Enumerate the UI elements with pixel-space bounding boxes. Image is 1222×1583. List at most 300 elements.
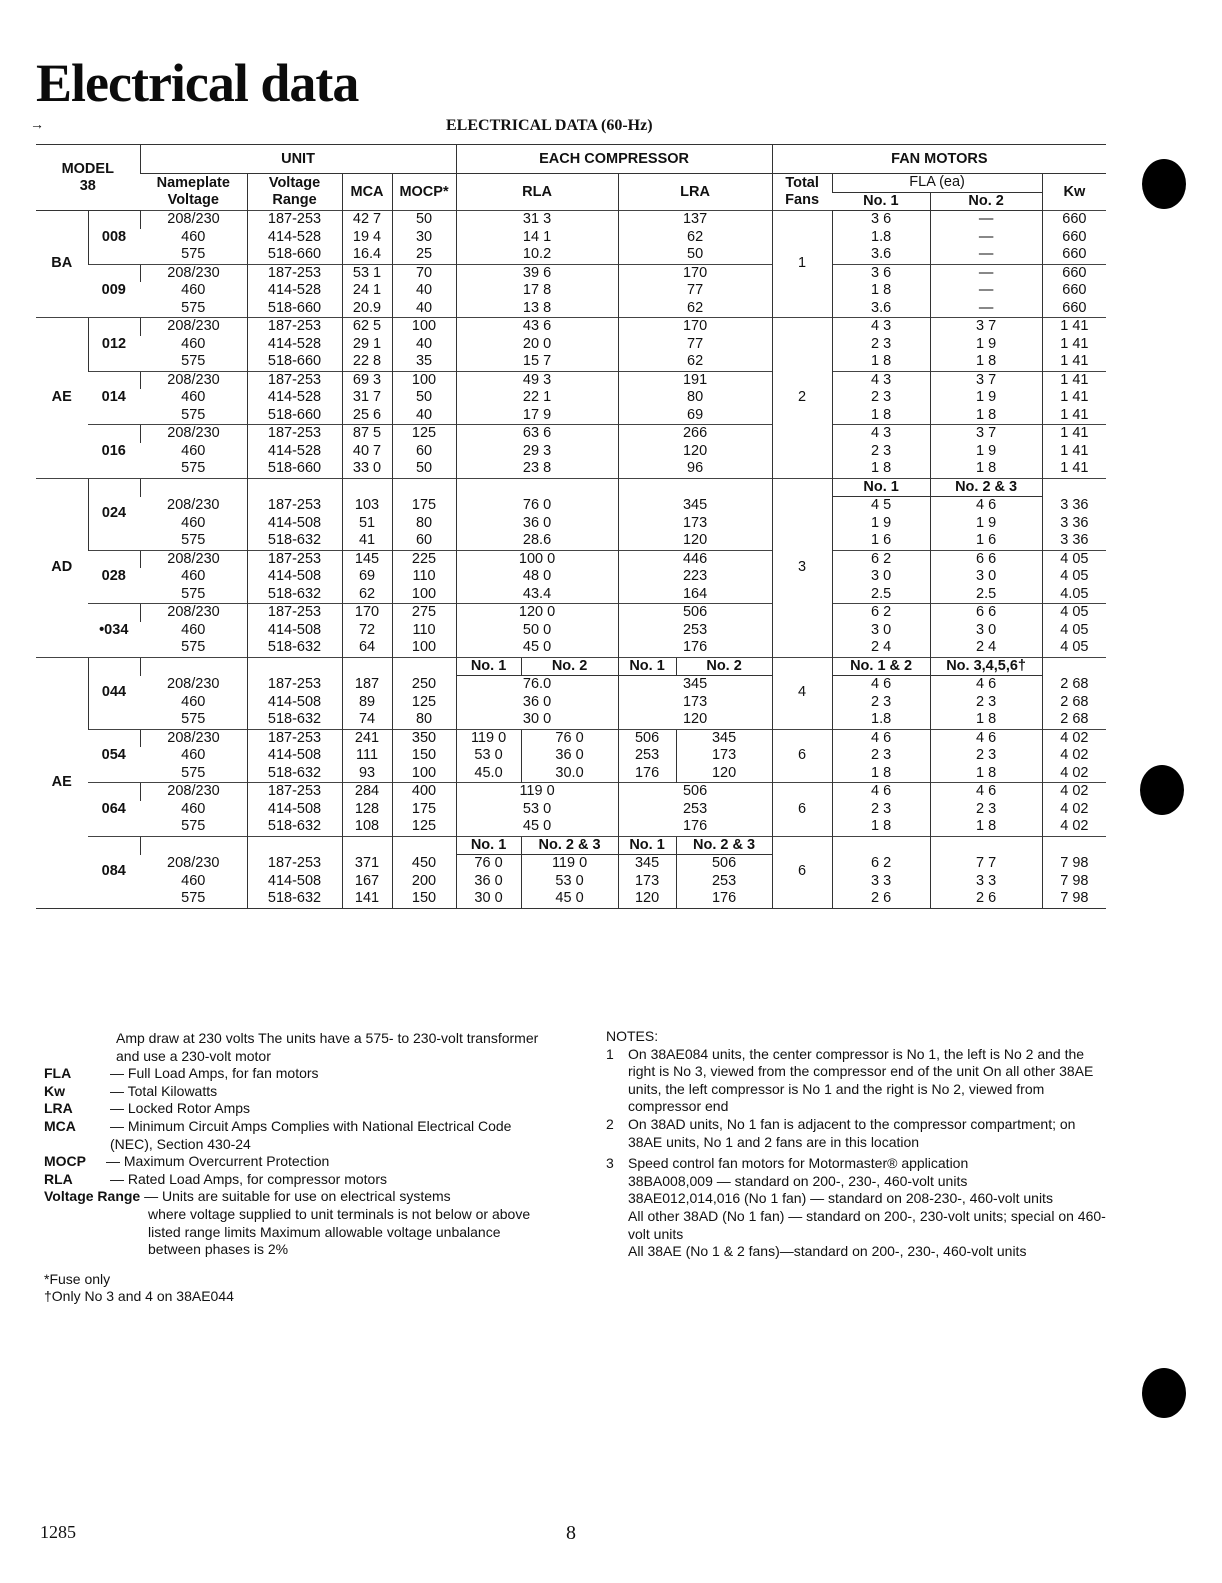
table-cell: 187-253 (247, 318, 342, 336)
table-cell: 41 (342, 532, 392, 550)
table-cell: 414-508 (247, 873, 342, 891)
series-label: AE (36, 657, 88, 908)
kw-header: Kw (1042, 174, 1106, 211)
table-cell: 80 (392, 515, 456, 533)
table-cell: 62 (618, 300, 772, 318)
table-cell: 414-508 (247, 515, 342, 533)
table-cell: 4 6 (930, 783, 1042, 801)
footnote-fuse: *Fuse only (44, 1270, 111, 1287)
table-cell: 30 0 (456, 711, 618, 729)
table-cell: 187-253 (247, 497, 342, 515)
table-cell: 2 3 (930, 801, 1042, 819)
fan-motors-header: FAN MOTORS (772, 145, 1106, 174)
table-cell: 414-528 (247, 336, 342, 354)
table-cell: 208/230 (140, 604, 247, 622)
legend-item: LRA — Locked Rotor Amps (44, 1100, 251, 1117)
notes-heading: NOTES: (606, 1028, 659, 1044)
table-cell: 176 (618, 765, 676, 783)
table-cell: 4 6 (832, 783, 930, 801)
subheader-cell: No. 2 & 3 (930, 478, 1042, 497)
model-label: 014 (88, 371, 140, 425)
table-cell: 120 (618, 443, 772, 461)
note-item: 3 Speed control fan motors for Motormaster® application 38BA008,009 — standard on 200-, 230-, 460-volt units 38AE012,014,016 (No 1 fan) — standard on 208-230-, 460-volt units All other 38AD (No 1 fan) — standard on 200-, 230-volt units; special on 460-volt units All 38AE (No 1 & 2 fans)—standard on 200-, 230-, 460-volt units (606, 1155, 1106, 1260)
table-cell: 2 6 (930, 890, 1042, 908)
table-cell: 145 (342, 550, 392, 568)
table-cell: 575 (181, 585, 206, 602)
table-cell: 518-660 (247, 460, 342, 478)
table-cell: 3 0 (832, 622, 930, 640)
table-cell: 30 (392, 229, 456, 247)
table-cell: 50 (392, 211, 456, 229)
table-cell: 400 (392, 783, 456, 801)
table-cell: 35 (392, 353, 456, 371)
table-cell: 506 (676, 855, 772, 873)
table-cell: 6 2 (832, 604, 930, 622)
table-cell: 208/230 (140, 371, 247, 389)
model-label: •034 (88, 604, 140, 658)
model-label: 028 (88, 550, 140, 604)
table-cell: 187-253 (247, 371, 342, 389)
table-cell: 50 (392, 389, 456, 407)
table-cell: 4 05 (1042, 639, 1106, 657)
table-cell: 93 (342, 765, 392, 783)
table-cell: 17 8 (456, 282, 618, 300)
total-fans-header: Total Fans (772, 174, 832, 211)
table-cell: 575 (181, 406, 206, 423)
table-cell: 170 (618, 264, 772, 282)
table-cell: 176 (618, 818, 772, 836)
table-cell: 40 (392, 407, 456, 425)
table-cell: 25 (392, 246, 456, 264)
legend-voltage-range: Voltage Range — Units are suitable for use on electrical systems where voltage supplied to unit terminals is not below or above listed range limits Maximum allowable voltage unbalance between phases is 2% (44, 1188, 531, 1258)
table-cell: 575 (181, 764, 206, 781)
table-cell: 1 8 (832, 353, 930, 371)
table-cell: 4 5 (832, 497, 930, 515)
table-cell: 187-253 (247, 676, 342, 694)
table-cell: 120 0 (456, 604, 618, 622)
table-cell: 225 (392, 550, 456, 568)
table-cell: 7 98 (1042, 855, 1106, 873)
table-cell: 575 (181, 532, 206, 548)
table-cell: 3.6 (832, 246, 930, 264)
table-cell: 250 (392, 676, 456, 694)
table-cell: 119 0 (521, 855, 618, 873)
table-cell: 7 7 (930, 855, 1042, 873)
table-cell: 45 0 (456, 639, 618, 657)
table-cell: 253 (618, 747, 676, 765)
table-cell: 1 8 (832, 765, 930, 783)
total-fans-value: 6 (772, 836, 832, 908)
table-cell: 53 0 (456, 801, 618, 819)
note-item: 2 On 38AD units, No 1 fan is adjacent to the compressor compartment; on 38AE units, No 1 and 2 fans are in this location (606, 1115, 1076, 1150)
table-cell: 40 7 (342, 443, 392, 461)
table-cell: 24 1 (342, 282, 392, 300)
table-cell: 187-253 (247, 264, 342, 282)
table-cell: 223 (618, 568, 772, 586)
table-cell: 1 9 (930, 389, 1042, 407)
table-cell: 20.9 (342, 300, 392, 318)
subheader-cell: No. 1 (832, 478, 930, 497)
table-cell: 36 0 (456, 873, 521, 891)
legend-item: MCA — Minimum Circuit Amps Complies with National Electrical Code (NEC), Section 430-24 (44, 1117, 512, 1152)
subheader-cell: No. 1 (618, 836, 676, 855)
table-cell: 15 7 (456, 353, 618, 371)
table-cell: 518-632 (247, 890, 342, 908)
table-cell: 3 3 (832, 873, 930, 891)
table-cell: 4.05 (1042, 586, 1106, 604)
table-cell: 506 (618, 604, 772, 622)
table-cell: 64 (342, 639, 392, 657)
table-cell: 76 0 (521, 729, 618, 747)
table-cell: 4 05 (1042, 568, 1106, 586)
series-label: AD (36, 478, 88, 657)
table-cell: 460 (181, 747, 206, 763)
table-cell: 345 (676, 729, 772, 747)
legend-item: MOCP — Maximum Overcurrent Protection (44, 1153, 330, 1170)
table-cell: 460 (181, 228, 206, 245)
total-fans-value: 2 (772, 318, 832, 479)
model-header: MODEL 38 (36, 145, 140, 211)
table-cell: 3 3 (930, 873, 1042, 891)
table-cell: 1 41 (1042, 407, 1106, 425)
table-cell: 36 0 (456, 515, 618, 533)
total-fans-value: 6 (772, 729, 832, 783)
model-label: 044 (88, 657, 140, 729)
table-cell: 100 (392, 371, 456, 389)
table-cell: 19 4 (342, 229, 392, 247)
table-cell: 175 (392, 497, 456, 515)
fla-header: FLA (ea) (832, 174, 1042, 193)
table-cell: 4 05 (1042, 550, 1106, 568)
table-cell: 69 (342, 568, 392, 586)
table-cell: 4 02 (1042, 729, 1106, 747)
table-cell: 164 (618, 586, 772, 604)
table-cell: 6 2 (832, 855, 930, 873)
table-cell: 100 (392, 639, 456, 657)
table-cell: 3 0 (832, 568, 930, 586)
table-cell: 414-508 (247, 801, 342, 819)
page-title: Electrical data (36, 53, 359, 113)
table-cell: 175 (392, 801, 456, 819)
table-cell: 266 (618, 425, 772, 443)
table-cell: 660 (1042, 211, 1106, 229)
table-cell: 460 (181, 442, 206, 459)
table-cell: 460 (181, 282, 206, 298)
table-cell: 275 (392, 604, 456, 622)
table-cell: 208/230 (140, 783, 247, 801)
punch-hole (1140, 765, 1184, 815)
table-cell: 414-528 (247, 389, 342, 407)
table-cell: 2 68 (1042, 711, 1106, 729)
subheader-cell: No. 2 & 3 (676, 836, 772, 855)
table-cell: 43.4 (456, 586, 618, 604)
table-title: ELECTRICAL DATA (60-Hz) (446, 117, 653, 134)
table-cell: 2 6 (832, 890, 930, 908)
table-cell: 4 6 (832, 729, 930, 747)
table-cell: 53 1 (342, 264, 392, 282)
table-cell: 36 0 (456, 694, 618, 712)
table-cell: 2 4 (930, 639, 1042, 657)
table-cell: 50 (618, 246, 772, 264)
table-cell: 150 (392, 747, 456, 765)
table-cell: 1 8 (930, 460, 1042, 478)
table-cell: 20 0 (456, 336, 618, 354)
table-cell: 119 0 (456, 729, 521, 747)
total-fans-value: 6 (772, 783, 832, 837)
table-cell: 10.2 (456, 246, 618, 264)
table-cell: 125 (392, 425, 456, 443)
table-cell: 103 (342, 497, 392, 515)
table-cell: 53 0 (521, 873, 618, 891)
fan-no2-header: No. 2 (930, 192, 1042, 211)
table-cell: 141 (342, 890, 392, 908)
table-cell: 253 (618, 801, 772, 819)
electrical-data-table (36, 144, 1106, 909)
table-cell: 43 6 (456, 318, 618, 336)
table-cell: 4 05 (1042, 622, 1106, 640)
table-cell: 460 (181, 800, 206, 817)
table-cell: 1 6 (930, 532, 1042, 550)
table-cell: 176 (618, 639, 772, 657)
table-cell: 22 1 (456, 389, 618, 407)
table-cell: 6 6 (930, 604, 1042, 622)
model-label: 054 (88, 729, 140, 783)
table-cell: 660 (1042, 282, 1106, 300)
table-cell: 660 (1042, 264, 1106, 282)
table-cell: 660 (1042, 229, 1106, 247)
table-cell: 33 0 (342, 460, 392, 478)
table-cell: 62 (618, 229, 772, 247)
table-cell: 120 (676, 765, 772, 783)
table-cell: — (930, 282, 1042, 300)
table-cell: 62 (618, 353, 772, 371)
table-cell: 208/230 (140, 550, 247, 568)
table-cell: 1 8 (930, 711, 1042, 729)
table-cell: 6 2 (832, 550, 930, 568)
table-cell: 28.6 (456, 532, 618, 550)
table-cell: 518-660 (247, 300, 342, 318)
table-cell: 460 (181, 389, 206, 405)
table-cell: 74 (342, 711, 392, 729)
table-cell: 3 36 (1042, 532, 1106, 550)
table-cell: 1 41 (1042, 318, 1106, 336)
table-cell: 70 (392, 264, 456, 282)
table-cell: 2 68 (1042, 694, 1106, 712)
table-cell: 45 0 (521, 890, 618, 908)
table-cell: 170 (342, 604, 392, 622)
table-cell: 345 (618, 497, 772, 515)
table-cell: 414-508 (247, 568, 342, 586)
subheader-cell: No. 1 & 2 (832, 657, 930, 676)
table-cell: 110 (392, 568, 456, 586)
table-cell: 575 (181, 246, 206, 262)
table-cell: 460 (181, 693, 206, 710)
table-cell: 200 (392, 873, 456, 891)
table-cell: 518-632 (247, 639, 342, 657)
table-cell: 4 6 (832, 676, 930, 694)
model-label: 012 (88, 318, 140, 372)
table-cell: 660 (1042, 300, 1106, 318)
table-cell: 1 41 (1042, 371, 1106, 389)
table-cell: 575 (181, 818, 206, 834)
table-cell: 518-632 (247, 818, 342, 836)
table-cell: 111 (342, 747, 392, 765)
page-number: 8 (566, 1522, 576, 1544)
table-cell: 63 6 (456, 425, 618, 443)
table-cell: 2.5 (832, 586, 930, 604)
table-cell: 2 3 (832, 801, 930, 819)
subheader-cell: No. 2 (521, 657, 618, 676)
table-cell: 50 0 (456, 622, 618, 640)
table-cell: 208/230 (167, 675, 220, 692)
table-cell: 460 (181, 335, 206, 352)
table-cell: 2 68 (1042, 676, 1106, 694)
table-cell: 119 0 (456, 783, 618, 801)
each-compressor-header: EACH COMPRESSOR (456, 145, 772, 174)
table-cell: — (930, 300, 1042, 318)
table-cell: 150 (392, 890, 456, 908)
table-cell: 414-528 (247, 229, 342, 247)
table-cell: 1 8 (832, 282, 930, 300)
table-cell: 253 (676, 873, 772, 891)
mocp-header: MOCP* (392, 174, 456, 211)
table-cell: 1.8 (832, 711, 930, 729)
table-cell: 4 02 (1042, 765, 1106, 783)
table-cell: 173 (618, 694, 772, 712)
table-cell: 414-508 (247, 747, 342, 765)
table-cell: 187-253 (247, 211, 342, 229)
table-cell: 137 (618, 211, 772, 229)
table-cell: 51 (342, 515, 392, 533)
table-cell: 125 (392, 818, 456, 836)
table-cell: 208/230 (140, 729, 247, 747)
table-cell: 2 3 (832, 747, 930, 765)
document-code: 1285 (40, 1522, 76, 1542)
table-cell: 208/230 (167, 854, 220, 871)
subheader-cell: No. 1 (456, 836, 521, 855)
footnote-dagger: †Only No 3 and 4 on 38AE044 (44, 1288, 234, 1305)
notes (606, 1028, 1106, 1261)
table-cell: 187-253 (247, 729, 342, 747)
table-cell: 45.0 (456, 765, 521, 783)
table-cell: 4 3 (832, 371, 930, 389)
table-cell: 69 3 (342, 371, 392, 389)
table-cell: 100 (392, 318, 456, 336)
arrow-icon: → (30, 116, 44, 132)
table-cell: 167 (342, 873, 392, 891)
table-cell: 17 9 (456, 407, 618, 425)
table-cell: 1 9 (930, 336, 1042, 354)
table-cell: 36 0 (521, 747, 618, 765)
table-cell: 40 (392, 300, 456, 318)
table-cell: — (930, 229, 1042, 247)
table-cell: 3 0 (930, 568, 1042, 586)
table-cell: 2 3 (832, 389, 930, 407)
table-cell: 187-253 (247, 604, 342, 622)
table-cell: — (930, 246, 1042, 264)
table-cell: 3 36 (1042, 497, 1106, 515)
table-cell: 1 8 (930, 353, 1042, 371)
table-cell: 87 5 (342, 425, 392, 443)
table-cell: 191 (618, 371, 772, 389)
table-cell: 187-253 (247, 855, 342, 873)
table-cell: 2.5 (930, 586, 1042, 604)
table-cell: 62 5 (342, 318, 392, 336)
table-cell: 345 (618, 676, 772, 694)
table-cell: 2 3 (832, 694, 930, 712)
unit-header: UNIT (140, 145, 456, 174)
subheader-cell: No. 2 & 3 (521, 836, 618, 855)
table-cell: 506 (618, 729, 676, 747)
subheader-cell: No. 2 (676, 657, 772, 676)
table-cell: 3 6 (832, 211, 930, 229)
table-cell: 187-253 (247, 425, 342, 443)
table-cell: 96 (618, 460, 772, 478)
table-cell: 128 (342, 801, 392, 819)
legend (44, 1030, 544, 1306)
series-label: BA (36, 211, 88, 318)
table-cell: 518-632 (247, 711, 342, 729)
table-cell: 48 0 (456, 568, 618, 586)
table-cell: 22 8 (342, 353, 392, 371)
model-label: 084 (88, 836, 140, 908)
table-cell: 187-253 (247, 550, 342, 568)
table-cell: 4 02 (1042, 801, 1106, 819)
table-cell: 6 6 (930, 550, 1042, 568)
table-cell: 76 0 (456, 855, 521, 873)
table-cell: 4 02 (1042, 783, 1106, 801)
table-cell: 53 0 (456, 747, 521, 765)
table-cell: 45 0 (456, 818, 618, 836)
table-cell: 80 (618, 389, 772, 407)
table-cell: 4 6 (930, 676, 1042, 694)
table-cell: 3 0 (930, 622, 1042, 640)
fan-no1-header: No. 1 (832, 192, 930, 211)
table-cell: 1 9 (930, 515, 1042, 533)
table-cell: 31 7 (342, 389, 392, 407)
table-cell: 7 98 (1042, 890, 1106, 908)
punch-hole (1142, 1368, 1186, 1418)
table-cell: 76.0 (456, 676, 618, 694)
table-cell: 1 41 (1042, 336, 1106, 354)
table-cell: 120 (618, 711, 772, 729)
table-cell: 460 (181, 621, 206, 638)
table-cell: 518-632 (247, 532, 342, 550)
table-cell: 170 (618, 318, 772, 336)
table-cell: 414-508 (247, 694, 342, 712)
table-cell: 120 (618, 532, 772, 550)
table-cell: 2 3 (832, 443, 930, 461)
table-cell: 60 (392, 443, 456, 461)
table-cell: 208/230 (140, 211, 247, 229)
table-cell: 100 (392, 586, 456, 604)
total-fans-value: 1 (772, 211, 832, 318)
legend-item: Kw — Total Kilowatts (44, 1082, 218, 1099)
table-cell: 39 6 (456, 264, 618, 282)
table-cell: 241 (342, 729, 392, 747)
table-cell: 176 (676, 890, 772, 908)
legend-item: RLA — Rated Load Amps, for compressor motors (44, 1170, 387, 1187)
table-cell: 518-660 (247, 353, 342, 371)
table-cell: 575 (181, 890, 206, 906)
table-cell: 16.4 (342, 246, 392, 264)
note-item: 1 On 38AE084 units, the center compressor is No 1, the left is No 2 and the right is No 3, viewed from the compressor end of the unit On all other 38AE units, the left compressor is No 1 and the right is No 2, viewed from compressor end (606, 1045, 1094, 1115)
table-cell: 460 (181, 514, 206, 531)
table-cell: 460 (181, 568, 206, 584)
table-cell: 446 (618, 550, 772, 568)
series-label: AE (36, 318, 88, 479)
table-cell: 120 (618, 890, 676, 908)
